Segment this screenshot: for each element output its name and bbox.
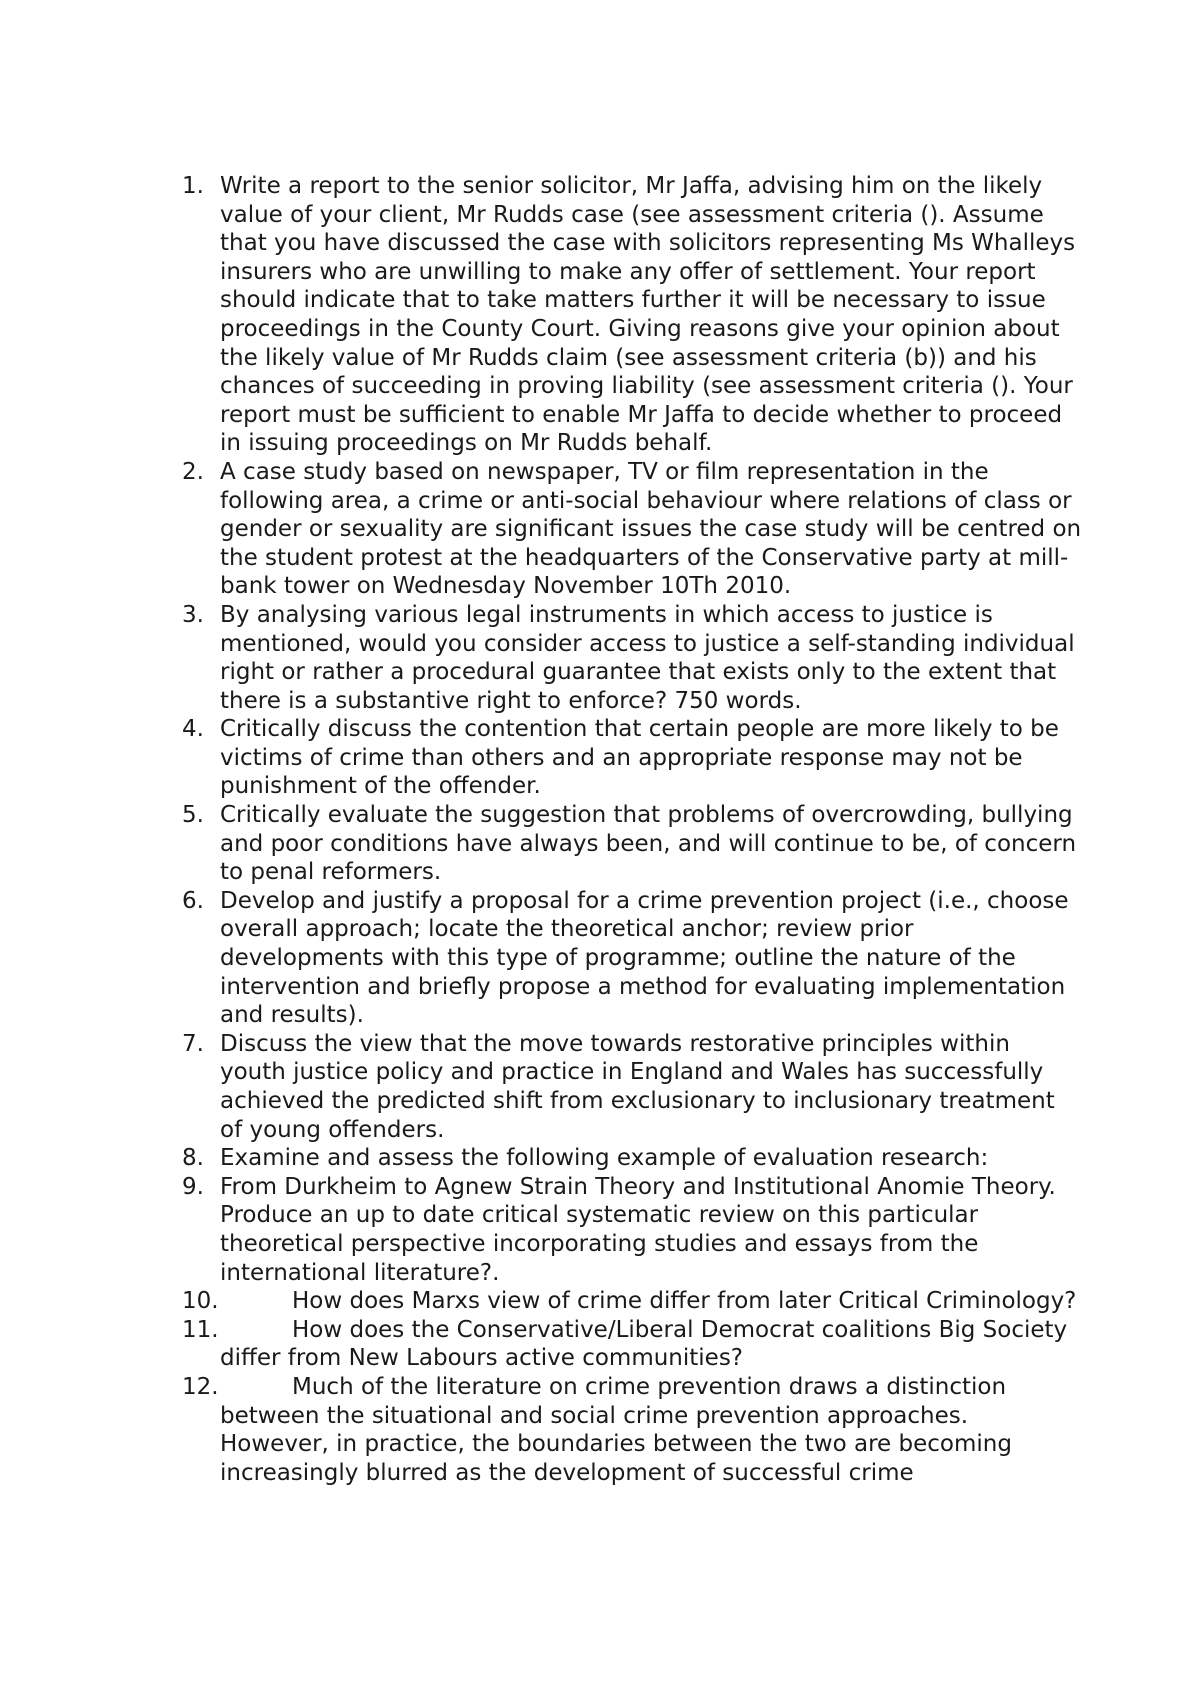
list-item-number: 2. — [182, 458, 204, 485]
list-item-text: Develop and justify a proposal for a crime prevention project (i.e., choose overall approach; locate the theoretical anchor; review prior developments with this type of programme; outline the nature of the intervention and briefly propose a method for evaluating implementation and results). — [220, 887, 1069, 1029]
list-item-number: 1. — [182, 173, 204, 199]
list-item-number: 5. — [182, 802, 204, 829]
list-item — [182, 1373, 1082, 1487]
list-item-text: Discuss the view that the move towards restorative principles within youth justice policy and practice in England and Wales has successfully achieved the predicted shift from exclusionary to inclusionary treatment of young offenders. — [220, 1030, 1055, 1143]
list-item — [182, 715, 1082, 801]
list-item-text: Write a report to the senior solicitor, Mr Jaffa, advising him on the likely value of your client, Mr Rudds case (see assessment criteria (). Assume that you have discussed the case with solicitors representing Ms Whalleys insurers who are unwilling to make any offer of settlement. Your report should indicate that to take matters further it will be necessary to issue proceedings in the County Court. Giving reasons give your opinion about the likely value of Mr Rudds claim (see assessment criteria (b)) and his chances of succeeding in proving liability (see assessment criteria (). Your report must be sufficient to enable Mr Jaffa to decide whether to proceed in issuing proceedings on Mr Rudds behalf. — [220, 173, 1076, 457]
list-item-number: 6. — [182, 887, 204, 914]
list-item — [182, 458, 1082, 601]
list-item-text: How does the Conservative/Liberal Democrat coalitions Big Society differ from New Labours active communities? — [220, 1316, 1068, 1372]
list-item — [182, 601, 1082, 715]
question-list — [182, 172, 1082, 1487]
list-item — [182, 1316, 1082, 1373]
list-item — [182, 1030, 1082, 1144]
list-item — [182, 801, 1082, 887]
list-item-number: 7. — [182, 1030, 204, 1057]
list-item-number: 9. — [182, 1173, 204, 1200]
list-item-text: A case study based on newspaper, TV or film representation in the following area, a crime or anti-social behaviour where relations of class or gender or sexuality are significant issues the case study will be centred on the student protest at the headquarters of the Conservative party at mill-bank tower on Wednesday November 10Th 2010. — [220, 458, 1082, 600]
list-item-number: 10. — [182, 1288, 219, 1315]
list-item-number: 12. — [182, 1373, 219, 1400]
list-item-text: By analysing various legal instruments in which access to justice is mentioned, would you consider access to justice a self-standing individual right or rather a procedural guarantee that exists only to the extent that there is a substantive right to enforce? 750 words. — [220, 601, 1075, 714]
list-item-text: How does Marxs view of crime differ from later Critical Criminology? — [292, 1288, 1077, 1315]
list-item — [182, 1144, 1082, 1173]
list-item-text: Examine and assess the following example of evaluation research: — [220, 1145, 989, 1172]
list-item-number: 11. — [182, 1316, 219, 1343]
list-item-text: Critically discuss the contention that certain people are more likely to be victims of crime than others and an appropriate response may not be punishment of the offender. — [220, 716, 1059, 800]
list-item-number: 3. — [182, 601, 204, 628]
list-item-text: Critically evaluate the suggestion that problems of overcrowding, bullying and poor conditions have always been, and will continue to be, of concern to penal reformers. — [220, 802, 1077, 886]
list-item-number: 4. — [182, 716, 204, 743]
list-item-text: Much of the literature on crime prevention draws a distinction between the situational and social crime prevention approaches. However, in practice, the boundaries between the two are becoming increasingly blurred as the development of successful crime — [220, 1373, 1012, 1486]
list-item — [182, 887, 1082, 1030]
list-item-text: From Durkheim to Agnew Strain Theory and Institutional Anomie Theory. Produce an up to date critical systematic review on this particular theoretical perspective incorporating studies and essays from the international literature?. — [220, 1173, 1056, 1286]
list-item-number: 8. — [182, 1145, 204, 1172]
list-item — [182, 1287, 1082, 1316]
list-item — [182, 172, 1082, 458]
list-item — [182, 1173, 1082, 1287]
